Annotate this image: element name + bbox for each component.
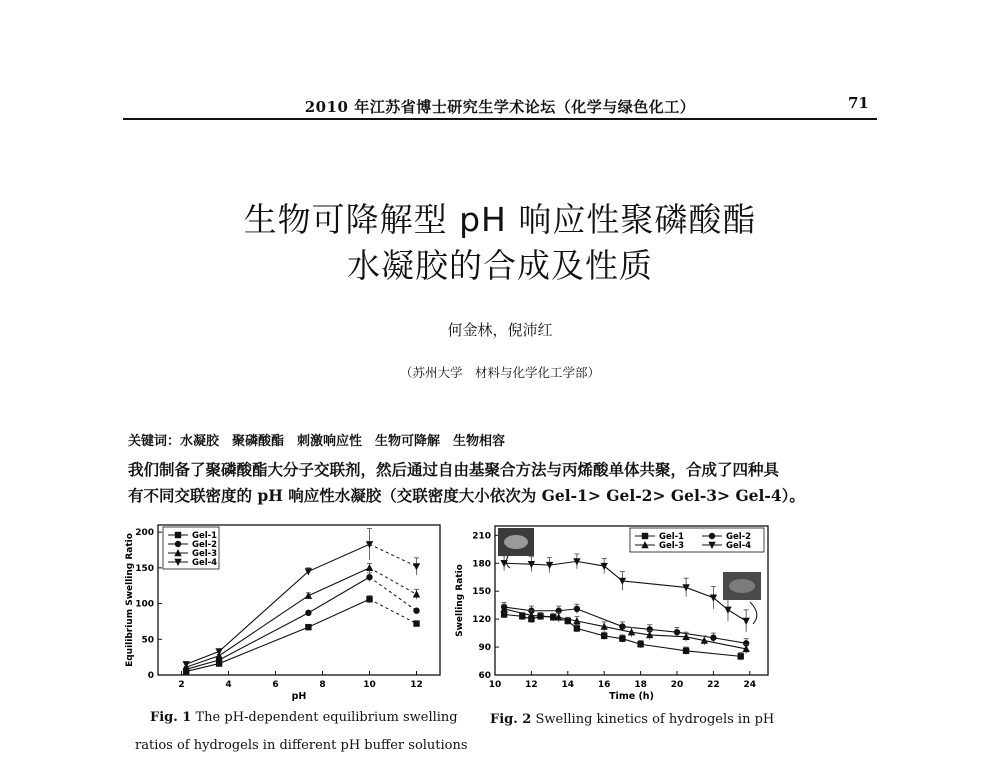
data-point: [619, 623, 625, 629]
data-point: [619, 635, 625, 641]
y-tick-label: 150: [472, 587, 491, 598]
data-point: [574, 625, 580, 631]
y-axis-label: Swelling Ratio: [455, 564, 465, 637]
data-point: [366, 574, 372, 580]
figure-1-caption-text: The pH-dependent equilibrium swelling: [195, 710, 458, 725]
y-tick-label: 0: [147, 671, 154, 681]
legend-label: Gel-1: [659, 532, 685, 542]
series-dashed-segment: [370, 599, 417, 623]
x-tick-label: 10: [363, 680, 376, 690]
legend-marker: [642, 533, 648, 539]
x-tick-label: 12: [410, 680, 423, 690]
data-point: [601, 563, 608, 570]
data-point: [710, 635, 716, 641]
series-dashed-segment: [370, 568, 417, 594]
data-point: [413, 563, 420, 570]
data-point: [413, 620, 419, 626]
x-tick-label: 18: [634, 680, 647, 690]
legend-label: Gel-3: [192, 549, 218, 559]
series-dashed-segment: [370, 577, 417, 611]
pointer-arrow: [750, 602, 757, 624]
x-tick-label: 8: [319, 680, 326, 690]
data-point: [366, 541, 373, 548]
x-tick-label: 14: [561, 680, 575, 690]
y-tick-label: 200: [135, 528, 154, 539]
data-point: [724, 607, 731, 614]
authors: 何金林，倪沛红: [447, 321, 553, 339]
legend-label: Gel-4: [726, 541, 752, 551]
legend-label: Gel-2: [726, 532, 752, 542]
data-point: [183, 661, 190, 668]
x-axis-label: pH: [291, 691, 307, 702]
series-line: [504, 561, 746, 621]
figure-2-caption-text: Swelling kinetics of hydrogels in pH: [535, 712, 775, 727]
data-point: [601, 633, 607, 639]
series-line: [186, 599, 369, 671]
legend-label: Gel-2: [192, 540, 218, 550]
data-point: [683, 648, 689, 654]
y-tick-label: 100: [135, 599, 154, 610]
series-gel-3: [500, 604, 749, 653]
figure-1-caption-line-2: ratios of hydrogels in different pH buffer solutions: [135, 738, 468, 753]
figure-1-chart: [120, 520, 445, 705]
x-tick-label: 2: [178, 680, 185, 690]
legend-marker: [175, 532, 181, 538]
x-tick-label: 6: [272, 680, 279, 690]
legend-label: Gel-1: [192, 531, 218, 541]
x-tick-label: 4: [225, 680, 232, 690]
data-point: [305, 592, 312, 599]
x-tick-label: 22: [707, 680, 720, 690]
data-point: [305, 610, 311, 616]
data-point: [742, 618, 749, 625]
series-dashed-segment: [370, 544, 417, 566]
data-point: [738, 653, 744, 659]
legend-label: Gel-3: [659, 541, 685, 551]
x-tick-label: 24: [743, 680, 757, 690]
data-point: [710, 595, 717, 602]
data-point: [305, 624, 311, 630]
data-point: [366, 564, 373, 571]
paper-title-line-2: 水凝胶的合成及性质: [347, 246, 653, 285]
figure-2-label: Fig. 2: [490, 712, 532, 727]
x-axis-label: Time (h): [609, 691, 654, 702]
figure-1-caption: [150, 710, 458, 725]
series-line: [186, 577, 369, 669]
data-point: [637, 641, 643, 647]
paper-title-line-1: 生物可降解型 pH 响应性聚磷酸酯: [243, 200, 757, 239]
legend: [630, 528, 764, 552]
legend: [163, 527, 219, 569]
legend-marker: [175, 541, 181, 547]
x-tick-label: 10: [488, 680, 502, 690]
legend-label: Gel-4: [192, 558, 218, 568]
y-tick-label: 60: [478, 671, 491, 681]
series-gel-1: [501, 611, 744, 660]
abstract-line-1: 我们制备了聚磷酸酯大分子交联剂，然后通过自由基聚合方法与丙烯酸单体共聚，合成了四种具: [128, 460, 780, 479]
data-point: [574, 606, 580, 612]
y-tick-label: 180: [472, 559, 491, 570]
data-point: [413, 590, 420, 597]
keywords: 关键词：水凝胶 聚磷酸酯 刺激响应性 生物可降解 生物相容: [128, 434, 506, 449]
x-tick-label: 12: [525, 680, 538, 690]
photo-sample: [729, 579, 755, 593]
series-line: [186, 568, 369, 667]
y-axis-label: Equilibrium Swelling Ratio: [125, 533, 135, 667]
data-point: [674, 629, 680, 635]
figure-1-label: Fig. 1: [150, 710, 192, 725]
figure-2-caption: [490, 712, 774, 727]
data-point: [366, 596, 372, 602]
header-rule: [123, 118, 877, 120]
y-tick-label: 50: [141, 635, 154, 646]
hydrogel-photo-inset-2: [723, 572, 761, 624]
pointer-arrow: [506, 556, 510, 568]
photo-sample: [504, 535, 528, 549]
y-tick-label: 150: [135, 563, 154, 574]
running-header: 2010 年江苏省博士研究生学术论坛（化学与绿色化工）: [304, 98, 696, 116]
abstract-line-2: 有不同交联密度的 pH 响应性水凝胶（交联密度大小依次为 Gel-1> Gel-2> Gel-3> Gel-4）。: [128, 486, 805, 505]
data-point: [413, 608, 419, 614]
figure-2-chart: [450, 522, 780, 705]
x-tick-label: 16: [597, 680, 611, 690]
legend-marker: [709, 533, 715, 539]
page-number: 71: [848, 94, 869, 112]
affiliation: （苏州大学 材料与化学化工学部）: [399, 365, 600, 380]
series-gel-4: [500, 554, 749, 632]
y-tick-label: 210: [472, 531, 491, 542]
y-tick-label: 90: [478, 643, 491, 654]
y-tick-label: 120: [472, 615, 491, 626]
x-tick-label: 20: [670, 680, 684, 690]
